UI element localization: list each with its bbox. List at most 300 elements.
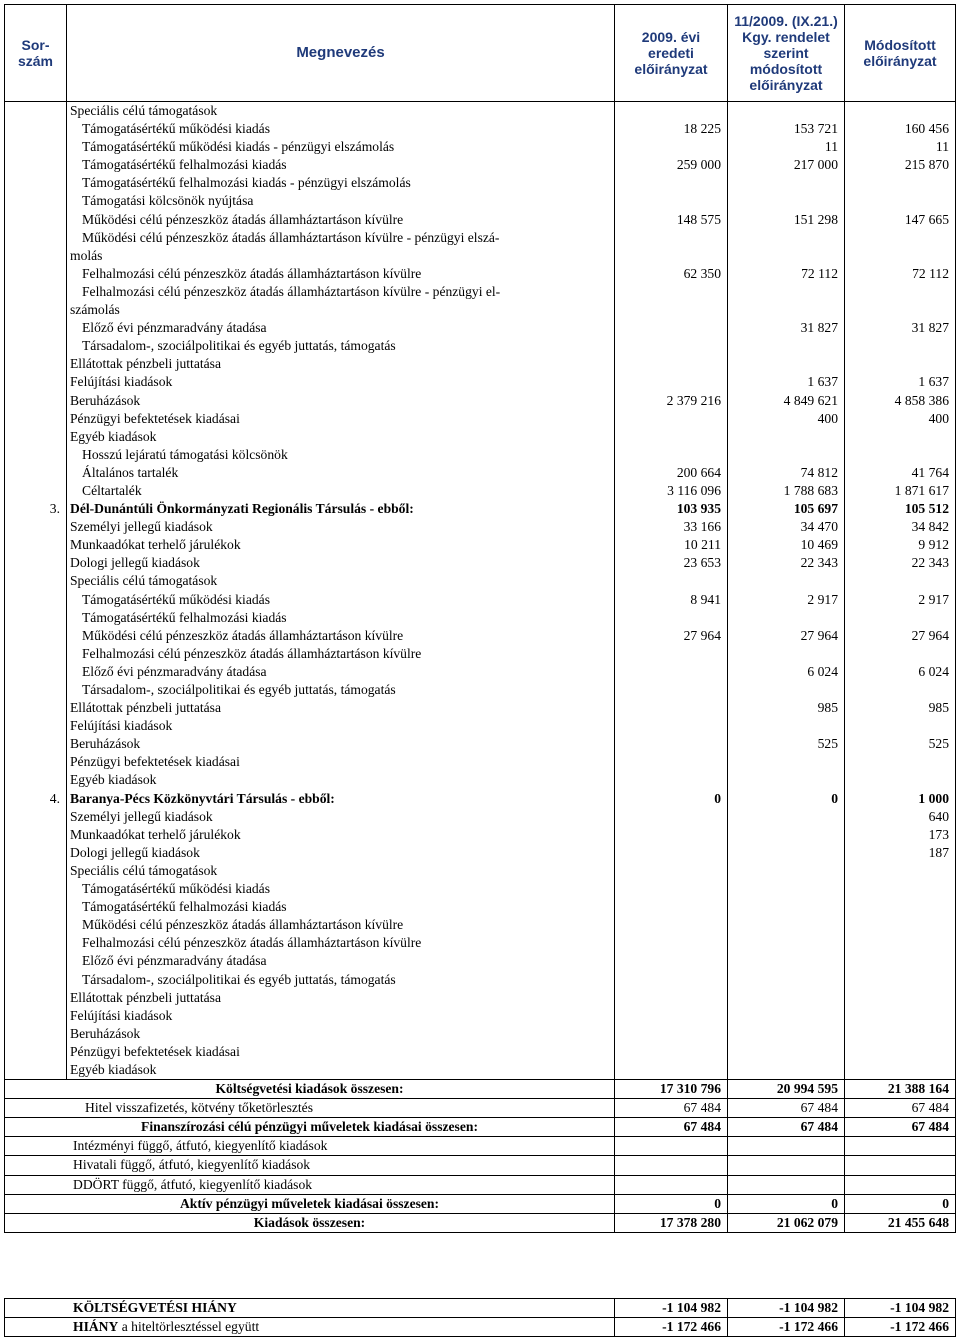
row-number	[5, 518, 67, 536]
total-modositott	[845, 1156, 956, 1175]
value-modositott	[845, 916, 956, 934]
value-modositott: 41 764	[845, 464, 956, 482]
total-label: Hitel visszafizetés, kötvény tőketörlesztés	[5, 1099, 615, 1118]
table-row	[5, 627, 956, 645]
deficit-rendelet: -1 104 982	[728, 1299, 845, 1318]
row-number	[5, 808, 67, 826]
value-rendelet	[728, 898, 845, 916]
value-modositott	[845, 771, 956, 789]
value-modositott: 147 665	[845, 211, 956, 229]
total-row	[5, 1175, 956, 1194]
value-rendelet	[728, 174, 845, 192]
value-rendelet	[728, 102, 845, 121]
total-row	[5, 1080, 956, 1099]
row-label: Dologi jellegű kiadások	[67, 844, 615, 862]
value-rendelet: 0	[728, 790, 845, 808]
row-label: Ellátottak pénzbeli juttatása	[67, 355, 615, 373]
value-modositott	[845, 283, 956, 301]
value-rendelet: 31 827	[728, 319, 845, 337]
row-label: Pénzügyi befektetések kiadásai	[67, 1043, 615, 1061]
table-row	[5, 174, 956, 192]
value-rendelet	[728, 844, 845, 862]
value-modositott: 2 917	[845, 591, 956, 609]
header-megnevezes: Megnevezés	[67, 5, 615, 102]
total-rendelet: 67 484	[728, 1099, 845, 1118]
row-number	[5, 301, 67, 319]
value-modositott	[845, 880, 956, 898]
table-row	[5, 482, 956, 500]
value-rendelet	[728, 609, 845, 627]
table-row	[5, 156, 956, 174]
total-row	[5, 1156, 956, 1175]
value-eredeti: 8 941	[615, 591, 728, 609]
value-eredeti	[615, 645, 728, 663]
value-eredeti	[615, 1025, 728, 1043]
total-modositott: 21 455 648	[845, 1213, 956, 1232]
total-rendelet	[728, 1175, 845, 1194]
value-eredeti: 148 575	[615, 211, 728, 229]
value-eredeti	[615, 283, 728, 301]
value-modositott: 4 858 386	[845, 392, 956, 410]
total-eredeti: 67 484	[615, 1099, 728, 1118]
value-eredeti	[615, 952, 728, 970]
value-eredeti	[615, 1061, 728, 1080]
total-rendelet	[728, 1156, 845, 1175]
table-row	[5, 102, 956, 121]
value-eredeti	[615, 337, 728, 355]
row-label: Társadalom-, szociálpolitikai és egyéb juttatás, támogatás	[67, 681, 615, 699]
table-row	[5, 1061, 956, 1080]
total-rendelet: 67 484	[728, 1118, 845, 1137]
table-row	[5, 229, 956, 247]
row-label: Támogatásértékű működési kiadás	[67, 880, 615, 898]
table-row	[5, 699, 956, 717]
value-eredeti	[615, 735, 728, 753]
row-label: Támogatásértékű működési kiadás	[67, 120, 615, 138]
table-row	[5, 681, 956, 699]
row-label: Működési célú pénzeszköz átadás államháztartáson kívülre	[67, 916, 615, 934]
value-rendelet	[728, 1061, 845, 1080]
table-row	[5, 373, 956, 391]
row-label: Támogatásértékű felhalmozási kiadás	[67, 898, 615, 916]
row-label: Felhalmozási célú pénzeszköz átadás államháztartáson kívülre	[67, 645, 615, 663]
value-eredeti	[615, 808, 728, 826]
value-rendelet	[728, 247, 845, 265]
table-row	[5, 880, 956, 898]
value-modositott	[845, 862, 956, 880]
total-eredeti: 17 310 796	[615, 1080, 728, 1099]
value-modositott	[845, 1007, 956, 1025]
row-number	[5, 192, 67, 210]
value-eredeti	[615, 1007, 728, 1025]
row-label: Előző évi pénzmaradvány átadása	[67, 319, 615, 337]
value-eredeti: 2 379 216	[615, 392, 728, 410]
row-number	[5, 572, 67, 590]
deficit-label-bold: KÖLTSÉGVETÉSI HIÁNY	[73, 1300, 237, 1315]
table-row	[5, 536, 956, 554]
row-label: Dél-Dunántúli Önkormányzati Regionális Társulás - ebből:	[67, 500, 615, 518]
row-label: Céltartalék	[67, 482, 615, 500]
row-label: Személyi jellegű kiadások	[67, 518, 615, 536]
value-modositott	[845, 247, 956, 265]
value-modositott	[845, 1043, 956, 1061]
table-row	[5, 591, 956, 609]
value-rendelet	[728, 355, 845, 373]
value-modositott	[845, 1025, 956, 1043]
row-number	[5, 663, 67, 681]
value-rendelet: 400	[728, 410, 845, 428]
row-label: Társadalom-, szociálpolitikai és egyéb juttatás, támogatás	[67, 337, 615, 355]
table-row	[5, 663, 956, 681]
row-label: Pénzügyi befektetések kiadásai	[67, 753, 615, 771]
table-row	[5, 645, 956, 663]
total-modositott: 67 484	[845, 1099, 956, 1118]
value-rendelet: 27 964	[728, 627, 845, 645]
value-modositott: 640	[845, 808, 956, 826]
row-number	[5, 373, 67, 391]
value-modositott: 160 456	[845, 120, 956, 138]
row-label: Előző évi pénzmaradvány átadása	[67, 663, 615, 681]
row-number	[5, 844, 67, 862]
value-modositott	[845, 609, 956, 627]
value-modositott: 215 870	[845, 156, 956, 174]
row-label: Ellátottak pénzbeli juttatása	[67, 699, 615, 717]
row-label: Felújítási kiadások	[67, 717, 615, 735]
table-row	[5, 392, 956, 410]
row-number	[5, 428, 67, 446]
row-label: Ellátottak pénzbeli juttatása	[67, 989, 615, 1007]
table-row	[5, 120, 956, 138]
table-row	[5, 898, 956, 916]
value-rendelet	[728, 301, 845, 319]
table-row	[5, 808, 956, 826]
value-eredeti	[615, 699, 728, 717]
total-row	[5, 1118, 956, 1137]
row-label: Felújítási kiadások	[67, 373, 615, 391]
row-label: Egyéb kiadások	[67, 428, 615, 446]
table-row	[5, 337, 956, 355]
row-number	[5, 916, 67, 934]
table-row	[5, 138, 956, 156]
value-rendelet	[728, 880, 845, 898]
table-row	[5, 916, 956, 934]
table-row	[5, 826, 956, 844]
row-number	[5, 934, 67, 952]
total-label: Finanszírozási célú pénzügyi műveletek kiadásai összesen:	[5, 1118, 615, 1137]
value-rendelet: 153 721	[728, 120, 845, 138]
total-modositott: 0	[845, 1194, 956, 1213]
deficit-row	[5, 1299, 956, 1318]
value-eredeti	[615, 681, 728, 699]
row-number	[5, 319, 67, 337]
row-label: számolás	[67, 301, 615, 319]
table-row	[5, 1007, 956, 1025]
value-rendelet: 985	[728, 699, 845, 717]
table-row	[5, 247, 956, 265]
value-eredeti	[615, 301, 728, 319]
table-row	[5, 609, 956, 627]
row-number	[5, 826, 67, 844]
value-modositott	[845, 446, 956, 464]
value-eredeti	[615, 229, 728, 247]
value-modositott	[845, 717, 956, 735]
value-modositott	[845, 898, 956, 916]
row-label: molás	[67, 247, 615, 265]
row-label: Felhalmozási célú pénzeszköz átadás államháztartáson kívülre - pénzügyi el-	[67, 283, 615, 301]
deficit-eredeti: -1 172 466	[615, 1318, 728, 1337]
value-modositott	[845, 192, 956, 210]
deficit-eredeti: -1 104 982	[615, 1299, 728, 1318]
row-number	[5, 1043, 67, 1061]
row-number	[5, 989, 67, 1007]
value-rendelet	[728, 771, 845, 789]
value-eredeti	[615, 138, 728, 156]
row-label: Munkaadókat terhelő járulékok	[67, 536, 615, 554]
row-number	[5, 771, 67, 789]
value-rendelet	[728, 753, 845, 771]
table-row	[5, 410, 956, 428]
table-row	[5, 428, 956, 446]
deficit-modositott: -1 104 982	[845, 1299, 956, 1318]
value-rendelet	[728, 916, 845, 934]
table-row	[5, 554, 956, 572]
deficit-label	[5, 1299, 615, 1318]
table-row	[5, 211, 956, 229]
table-row	[5, 464, 956, 482]
table-row	[5, 717, 956, 735]
total-eredeti	[615, 1137, 728, 1156]
value-eredeti: 200 664	[615, 464, 728, 482]
table-row	[5, 753, 956, 771]
row-label: Hosszú lejáratú támogatási kölcsönök	[67, 446, 615, 464]
value-eredeti	[615, 373, 728, 391]
table-row	[5, 735, 956, 753]
deficit-row	[5, 1318, 956, 1337]
value-eredeti	[615, 446, 728, 464]
value-eredeti	[615, 771, 728, 789]
table-body	[5, 102, 956, 1080]
value-eredeti	[615, 916, 728, 934]
total-eredeti: 17 378 280	[615, 1213, 728, 1232]
row-label: Előző évi pénzmaradvány átadása	[67, 952, 615, 970]
value-modositott	[845, 681, 956, 699]
header-rendelet-szerinti-eloiranyzat: 11/2009. (IX.21.) Kgy. rendelet szerint módosított előirányzat	[728, 5, 845, 102]
header-eredeti-eloiranyzat: 2009. évi eredeti előirányzat	[615, 5, 728, 102]
value-modositott: 173	[845, 826, 956, 844]
totals-section	[5, 1080, 956, 1233]
table-row	[5, 319, 956, 337]
value-modositott	[845, 174, 956, 192]
value-rendelet	[728, 808, 845, 826]
total-rendelet: 0	[728, 1194, 845, 1213]
value-rendelet: 525	[728, 735, 845, 753]
value-modositott: 1 637	[845, 373, 956, 391]
row-number	[5, 102, 67, 121]
row-number	[5, 174, 67, 192]
table-row	[5, 283, 956, 301]
value-modositott	[845, 102, 956, 121]
value-eredeti	[615, 663, 728, 681]
value-rendelet: 151 298	[728, 211, 845, 229]
value-eredeti	[615, 862, 728, 880]
table-row	[5, 192, 956, 210]
table-row	[5, 952, 956, 970]
value-rendelet: 34 470	[728, 518, 845, 536]
table-row	[5, 771, 956, 789]
value-eredeti: 23 653	[615, 554, 728, 572]
row-label: Beruházások	[67, 392, 615, 410]
table-row	[5, 989, 956, 1007]
total-label: Aktív pénzügyi műveletek kiadásai összesen:	[5, 1194, 615, 1213]
value-eredeti	[615, 934, 728, 952]
total-label: Intézményi függő, átfutó, kiegyenlítő kiadások	[5, 1137, 615, 1156]
table-row	[5, 971, 956, 989]
value-rendelet	[728, 1043, 845, 1061]
row-number	[5, 862, 67, 880]
deficit-label-bold: HIÁNY	[73, 1319, 119, 1335]
row-label: Speciális célú támogatások	[67, 102, 615, 121]
value-eredeti: 18 225	[615, 120, 728, 138]
row-label: Támogatásértékű működési kiadás	[67, 591, 615, 609]
value-eredeti	[615, 355, 728, 373]
row-number	[5, 1025, 67, 1043]
table-row	[5, 862, 956, 880]
header-modositott-eloiranyzat: Módosított előirányzat	[845, 5, 956, 102]
value-rendelet	[728, 428, 845, 446]
row-number	[5, 120, 67, 138]
table-row	[5, 355, 956, 373]
value-modositott	[845, 753, 956, 771]
table-row	[5, 518, 956, 536]
total-eredeti: 67 484	[615, 1118, 728, 1137]
row-label: Munkaadókat terhelő járulékok	[67, 826, 615, 844]
value-rendelet	[728, 572, 845, 590]
value-rendelet: 11	[728, 138, 845, 156]
table-row	[5, 446, 956, 464]
value-eredeti	[615, 102, 728, 121]
value-rendelet	[728, 283, 845, 301]
total-row	[5, 1137, 956, 1156]
row-number	[5, 446, 67, 464]
value-eredeti	[615, 826, 728, 844]
value-eredeti: 27 964	[615, 627, 728, 645]
value-rendelet	[728, 229, 845, 247]
value-modositott	[845, 971, 956, 989]
total-label: Hivatali függő, átfutó, kiegyenlítő kiadások	[5, 1156, 615, 1175]
row-number	[5, 554, 67, 572]
row-number	[5, 211, 67, 229]
row-number	[5, 392, 67, 410]
value-eredeti	[615, 880, 728, 898]
value-rendelet	[728, 717, 845, 735]
row-label: Felújítási kiadások	[67, 1007, 615, 1025]
value-eredeti	[615, 410, 728, 428]
value-modositott: 525	[845, 735, 956, 753]
value-modositott	[845, 989, 956, 1007]
value-eredeti: 10 211	[615, 536, 728, 554]
row-number: 4.	[5, 790, 67, 808]
total-modositott	[845, 1137, 956, 1156]
total-row	[5, 1213, 956, 1232]
value-modositott: 105 512	[845, 500, 956, 518]
row-number	[5, 591, 67, 609]
value-eredeti	[615, 753, 728, 771]
row-number	[5, 627, 67, 645]
value-modositott	[845, 229, 956, 247]
value-rendelet: 74 812	[728, 464, 845, 482]
value-rendelet	[728, 192, 845, 210]
row-label: Általános tartalék	[67, 464, 615, 482]
row-label: Működési célú pénzeszköz átadás államháztartáson kívülre - pénzügyi elszá-	[67, 229, 615, 247]
row-label: Egyéb kiadások	[67, 1061, 615, 1080]
row-number: 3.	[5, 500, 67, 518]
budget-expenditure-table	[4, 4, 956, 1233]
value-eredeti	[615, 192, 728, 210]
table-row	[5, 790, 956, 808]
row-number	[5, 337, 67, 355]
value-modositott: 985	[845, 699, 956, 717]
value-eredeti: 0	[615, 790, 728, 808]
table-row	[5, 844, 956, 862]
row-number	[5, 283, 67, 301]
table-row	[5, 572, 956, 590]
value-modositott: 31 827	[845, 319, 956, 337]
total-rendelet: 20 994 595	[728, 1080, 845, 1099]
value-eredeti	[615, 717, 728, 735]
value-eredeti: 33 166	[615, 518, 728, 536]
total-eredeti: 0	[615, 1194, 728, 1213]
value-rendelet: 10 469	[728, 536, 845, 554]
row-number	[5, 753, 67, 771]
value-modositott: 72 112	[845, 265, 956, 283]
row-label: Támogatási kölcsönök nyújtása	[67, 192, 615, 210]
value-rendelet	[728, 1025, 845, 1043]
value-eredeti	[615, 844, 728, 862]
row-number	[5, 717, 67, 735]
value-modositott: 34 842	[845, 518, 956, 536]
row-label: Egyéb kiadások	[67, 771, 615, 789]
row-number	[5, 482, 67, 500]
total-eredeti	[615, 1156, 728, 1175]
table-row	[5, 934, 956, 952]
total-modositott	[845, 1175, 956, 1194]
value-eredeti	[615, 989, 728, 1007]
row-label: Beruházások	[67, 735, 615, 753]
value-eredeti	[615, 428, 728, 446]
row-number	[5, 645, 67, 663]
row-label: Működési célú pénzeszköz átadás államháztartáson kívülre	[67, 627, 615, 645]
value-rendelet: 1 788 683	[728, 482, 845, 500]
row-number	[5, 464, 67, 482]
value-modositott: 27 964	[845, 627, 956, 645]
row-label: Beruházások	[67, 1025, 615, 1043]
value-rendelet	[728, 1007, 845, 1025]
deficit-label	[5, 1318, 615, 1337]
row-number	[5, 355, 67, 373]
row-number	[5, 536, 67, 554]
row-number	[5, 735, 67, 753]
row-number	[5, 898, 67, 916]
row-number	[5, 265, 67, 283]
header-sorszam: Sor-szám	[5, 5, 67, 102]
value-modositott: 1 871 617	[845, 482, 956, 500]
total-rendelet: 21 062 079	[728, 1213, 845, 1232]
value-modositott	[845, 337, 956, 355]
row-number	[5, 156, 67, 174]
value-rendelet	[728, 971, 845, 989]
row-number	[5, 609, 67, 627]
row-label: Pénzügyi befektetések kiadásai	[67, 410, 615, 428]
